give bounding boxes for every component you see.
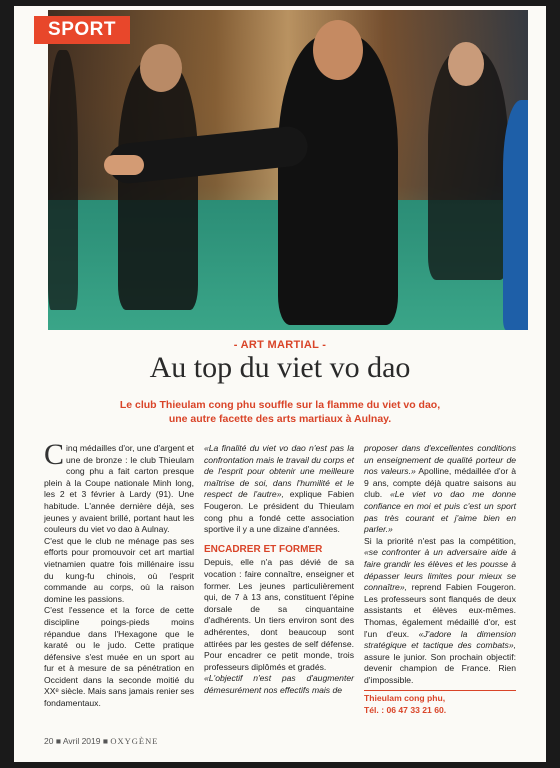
quote: «Le viet vo dao me donne confiance en moi et puis c'est un sport pas très courant et j'aime bien en parler.» (364, 489, 516, 535)
magazine-page (14, 6, 546, 762)
paragraph-text: reprend Fabien Fougeron. Les professeurs sont flanqués de deux assistants et élèves eux-mêmes. Thomas, également médaillé d'or, est l'un d'eux. (364, 582, 516, 639)
article-title: Au top du viet vo dao (149, 351, 411, 384)
paragraph-text: inq médailles d'or, une d'argent et une de bronze : le club Thieulam cong phu a fait carton presque plein à la Coupe nationale Minh long, les 2 et 3 février à Lardy (91). Une habitude. L'année dernière déjà, ses jeunes y avaient brillé, portant haut les couleurs du viet vo dao à Aulnay. (44, 443, 194, 535)
paragraph: C'est l'essence et la force de cette discipline poings-pieds moins répandue dans l'Hexagone que le karaté ou le judo. Cette pratique défensive s'est muée en un sport au fur et à mesure de sa pénétration en Occident dans la seconde moitié du XXᵉ siècle. Mais sans jamais renier ses fondamentaux. (44, 605, 194, 709)
paragraph (204, 443, 354, 536)
page-folio: 20 ■ Avril 2019 ■ (44, 736, 108, 746)
hero-photo (48, 10, 528, 330)
subtitle-line-1: Le club Thieulam cong phu souffle sur la flamme du viet vo dao, (119, 399, 441, 411)
paragraph: C'est que le club ne ménage pas ses efforts pour promouvoir cet art martial vietnamien quatre fois millénaire issu du kung-fu chinois, où l'esprit commande au corps, où la raison domine les passions. (44, 535, 194, 604)
photo-figure-blue-uniform (503, 100, 528, 330)
paragraph (364, 536, 516, 687)
text-column-3 (364, 443, 516, 717)
text-column-1 (44, 438, 194, 710)
photo-figure-right-head (448, 42, 484, 86)
subtitle-line-2: une autre facette des arts martiaux à Aulnay. (168, 413, 392, 425)
paragraph-text: explique Fabien Fougeron. Le président du Thieulam cong phu a fondé cette association sportive il y a une dizaine d'années. (204, 489, 354, 535)
contact-name: Thieulam cong phu, (364, 693, 446, 704)
article-subtitle (74, 398, 486, 426)
quote: «L'objectif n'est pas d'augmenter démesurément nos effectifs mais de (204, 673, 354, 695)
paragraph-text: assure le junior. Son prochain objectif: devenir champion de France. Rien d'impossible. (364, 651, 516, 685)
quote: «se confronter à un adversaire aide à faire grandir les élèves et les pousse à dépasser leurs limites pour mieux se connaître», (364, 547, 516, 593)
page-footer (44, 736, 158, 746)
drop-cap: C (44, 438, 65, 471)
quote: «La finalité du viet vo dao n'est pas la confrontation mais le travail du corps et de l'esprit pour obtenir une meilleure maîtrise de soi, dans l'humilité et le respect de l'autre», (204, 443, 354, 500)
section-subhead: ENCADRER ET FORMER (204, 543, 323, 555)
paragraph-text: Si la priorité n'est pas la compétition, (364, 535, 516, 546)
text-column-2 (204, 443, 354, 696)
quote: «J'adore la dimension stratégique et tactique des combats», (364, 628, 516, 651)
contact-phone: Tél. : 06 47 33 21 60. (364, 705, 447, 716)
photo-figure-left-head (140, 44, 182, 92)
paragraph (364, 443, 516, 536)
paragraph-text: Apolline, médaillée d'or à 9 ans, compte déjà quatre saisons au club. (364, 466, 516, 500)
photo-figure-far-left (48, 50, 78, 310)
quote: proposer dans d'excellentes conditions un enseignement de qualité porteur de nos valeurs.» (364, 443, 516, 477)
paragraph: Depuis, elle n'a pas dévié de sa vocation : faire connaître, enseigner et former. Les jeunes particulièrement qui, de 7 à 13 ans, constituent l'épine dorsale de sa cinquantaine d'adhérents. Un tiers environ sont des adhérentes, dont beaucoup sont attirées par les gestes de self défense. Pour encadrer ce petit monde, trois professeurs diplômés et gradés. (204, 557, 354, 672)
paragraph (44, 438, 194, 536)
section-tag: SPORT (34, 16, 130, 44)
photo-kicking-foot (104, 155, 144, 175)
contact-box (364, 690, 516, 716)
photo-figure-left-kid (118, 60, 198, 310)
photo-kicking-kid-head (313, 20, 363, 80)
magazine-brand: OXYGÈNE (110, 736, 159, 746)
article-kicker: - ART MARTIAL - (233, 339, 327, 351)
